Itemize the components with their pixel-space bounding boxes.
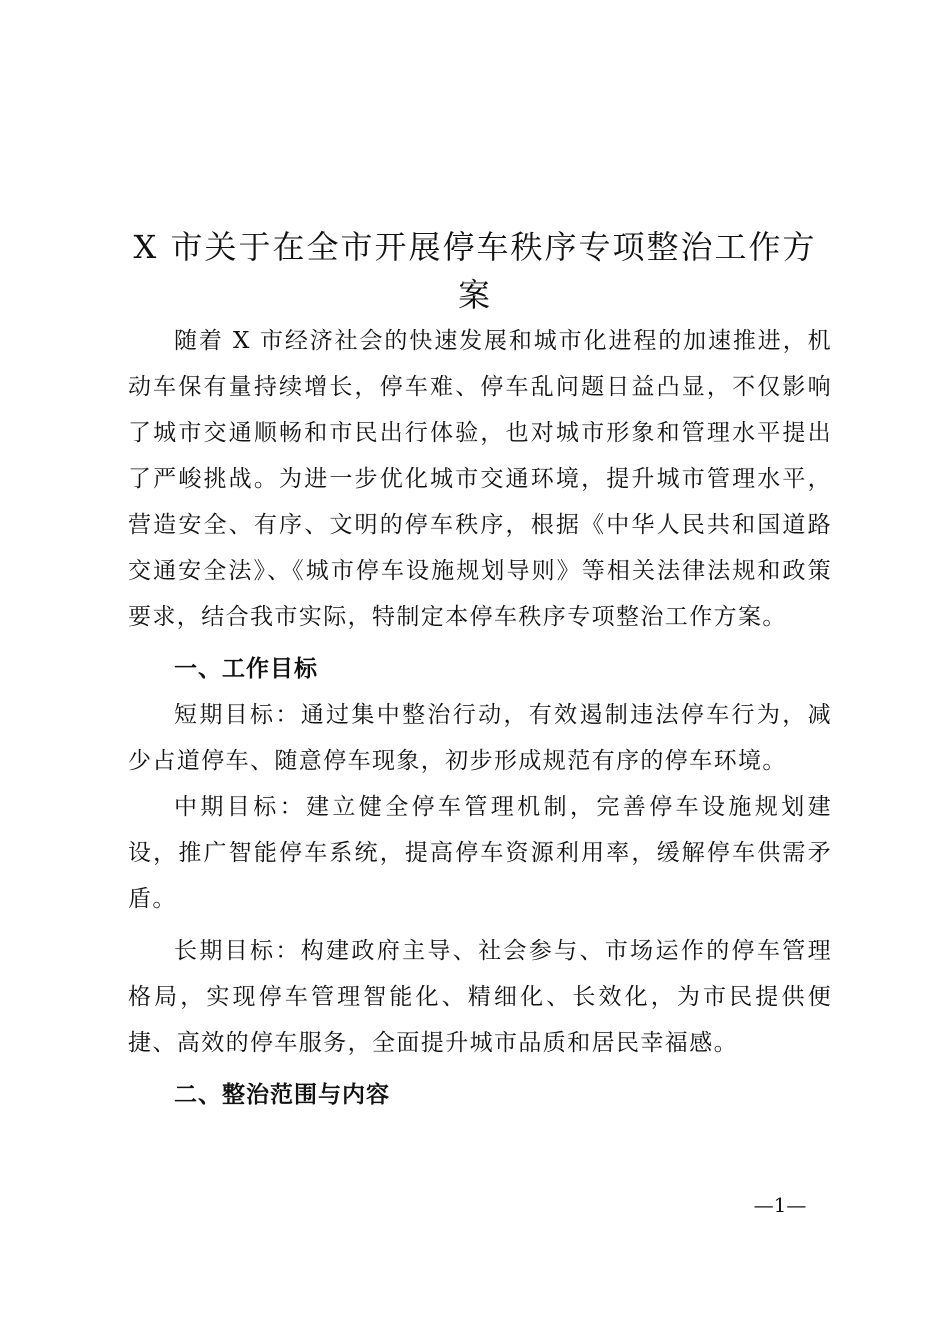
short-term-goal-paragraph: 短期目标：通过集中整治行动，有效遏制违法停车行为，减少占道停车、随意停车现象，初步形成规范有序的停车环境。 xyxy=(128,702,832,774)
intro-paragraph: 随着 X 市经济社会的快速发展和城市化进程的加速推进，机动车保有量持续增长，停车难、停车乱问题日益凸显，不仅影响了城市交通顺畅和市民出行体验，也对城市形象和管理水平提出了严峻挑战。为进一步优化城市交通环境，提升城市管理水平，营造安全、有序、文明的停车秩序，根据《中华人民共和国道路交通安全法》、《城市停车设施规划导则》等相关法律法规和政策要求，结合我市实际，特制定本停车秩序专项整治工作方案。 xyxy=(128,328,832,630)
section-heading-scope: 二、整治范围与内容 xyxy=(174,1082,390,1108)
document-title-line-2: 案 xyxy=(457,276,492,314)
document-title-line-1: X 市关于在全市开展停车秩序专项整治工作方 xyxy=(133,228,817,266)
section-heading-goals: 一、工作目标 xyxy=(174,656,318,682)
document-body xyxy=(128,318,832,1118)
long-term-goal-paragraph: 长期目标：构建政府主导、社会参与、市场运作的停车管理格局，实现停车管理智能化、精细化、长效化，为市民提供便捷、高效的停车服务，全面提升城市品质和居民幸福感。 xyxy=(128,938,832,1056)
mid-term-goal-paragraph: 中期目标：建立健全停车管理机制，完善停车设施规划建设，推广智能停车系统，提高停车资源利用率，缓解停车供需矛盾。 xyxy=(128,794,832,912)
page-number: —1— xyxy=(753,1193,807,1217)
